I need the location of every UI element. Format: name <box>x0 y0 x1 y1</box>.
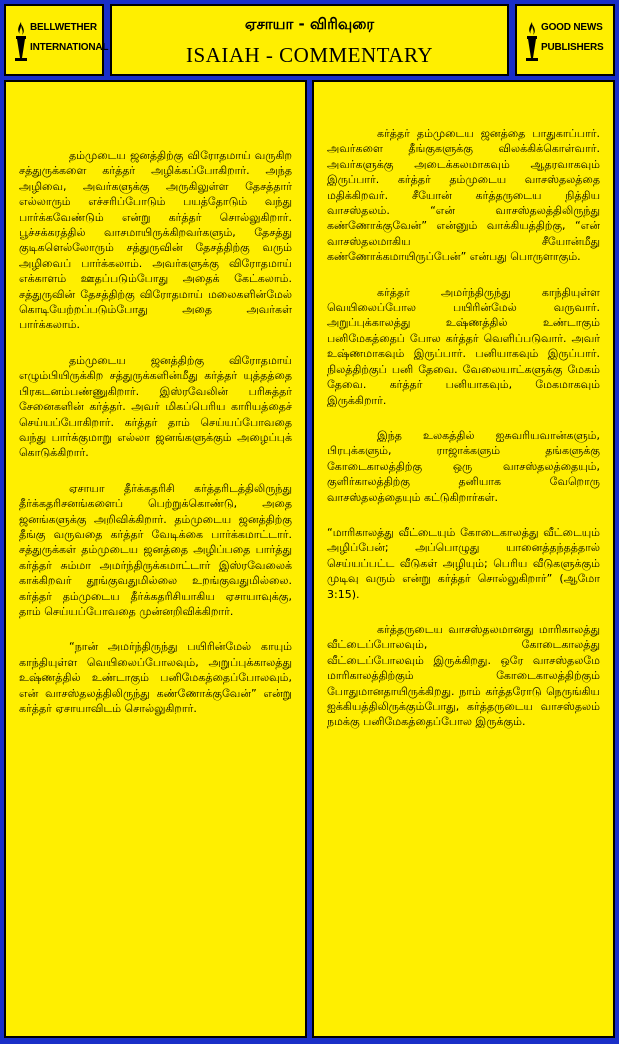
page-title-english: ISAIAH - COMMENTARY <box>186 43 433 67</box>
left-paragraph-1: தம்முடைய ஜனத்திற்கு விரோதமாய் வருகிற சத்துருக்களை கர்த்தர் அழிக்கப்போகிறார். அந்த அழிவை, அவர்களுக்கு அருகிலுள்ள தேசத்தார் எல்லாரும் எச்சரிப்போடும் பயத்தோடும் வந்து பார்க்கவேண்டும் என்று கர்த்தர் சொல்லுகிறார். பூச்சக்கரத்தில் வாசமாயிருக்கிறவர்களும், தேசத்து குடிகளெல்லோரும் சத்துருவின் தேசத்திற்கு வரும் அழிவைப் பார்க்கலாம். அவர்களுக்கு விரோதமாய் எக்காளம் ஊதப்படும்போது அதைக் கேட்கலாம். சத்துருவின் தேசத்திற்கு விரோதமாய் மலைகளின்மேல் கொடியேற்றப்படும்போது அதை அவர்கள் பார்க்கலாம். <box>19 149 292 332</box>
left-paragraph-3: ஏசாயா தீர்க்கதரிசி கர்த்தரிடத்திலிருந்து தீர்க்கதரிசனங்களைப் பெற்றுக்கொண்டு, அதை ஜனங்களுக்கு அறிவிக்கிறார். தம்முடைய ஜனத்திற்கு தீங்கு வருவதை கர்த்தர் வேடிக்கை பார்க்கமாட்டார். சத்துருக்கள் தம்முடைய ஜனத்தை அழிப்பதை பார்த்து கர்த்தர் சும்மா அமர்ந்திருக்கமாட்டார் இஸ்ரவேலைக் காக்கிறவர் தூங்குவதுமில்லை உறங்குவதுமில்லை. கர்த்தர் தம்முடைய தீர்க்கதரிசியாகிய ஏசாயாவுக்கு, தாம் செய்யப்போவதை முன்னறிவிக்கிறார். <box>19 481 292 618</box>
right-paragraph-4: “மாரிகாலத்து வீட்டையும் கோடைகாலத்து வீட்டையும் அழிப்பேன்; அப்பொழுது யானைத்தந்தத்தால் செய்யப்பட்ட வீடுகள் அழியும்; பெரிய வீடுகளுக்கும் முடிவு வரும் என்று கர்த்தர் சொல்லுகிறார்” (ஆமோ 3:15). <box>327 525 600 601</box>
bellwether-logo-line1: BELLWETHER <box>30 22 97 33</box>
torch-icon <box>14 22 28 62</box>
good-news-logo-panel <box>515 4 615 76</box>
bellwether-logo-line2: INTERNATIONAL <box>30 42 109 53</box>
left-paragraph-2: தம்முடைய ஜனத்திற்கு விரோதமாய் எழும்பியிருக்கிற சத்துருக்களின்மீது கர்த்தர் யுத்தத்தை பிரகடனம்பண்ணுகிறார். இஸ்ரவேலின் பரிசுத்தர் சேனைகளின் கர்த்தர். அவர் மிகப்பெரிய காரியத்தைச் செய்யப்போகிறார். கர்த்தர் தாம் செய்யப்போவதை வந்து பார்க்குமாறு எல்லா ஜனங்களுக்கும் அழைப்புக் கொடுக்கிறார். <box>19 353 292 460</box>
bellwether-logo-panel <box>4 4 109 76</box>
right-paragraph-2: கர்த்தர் அமர்ந்திருந்து காந்தியுள்ள வெயிலைப்போல பயிரின்மேல் வருவார். அறுப்புக்காலத்து உஷ்ணத்தில் உண்டாகும் பனிமேகத்தைப் போல கர்த்தர் வெளிப்படுவார். அவர் உஷ்ணமாகவும் இருப்பார். பனியாகவும் இருப்பார். நிலத்திற்குப் பனி தேவை. வேலையாட்களுக்கு மேகம் தேவை. கர்த்தர் பனியாகவும், மேகமாகவும் இருக்கிறார். <box>327 285 600 407</box>
right-paragraph-3: இந்த உலகத்தில் ஐசுவரியவான்களும், பிரபுக்களும், ராஜாக்களும் தங்களுக்கு கோடைகாலத்திற்கு ஒரு வாசஸ்தலத்தையும், குளிர்காலத்திற்கு தனியாக வேறொரு வாசஸ்தலத்தையும் கட்டுகிறார்கள். <box>327 428 600 504</box>
left-paragraph-4: “நான் அமர்ந்திருந்து பயிரின்மேல் காயும் காந்தியுள்ள வெயிலைப்போலவும், அறுப்புக்காலத்து உஷ்ணத்தில் உண்டாகும் பனிமேகத்தைப்போலவும், என் வாசஸ்தலத்திலிருந்து கண்ணோக்குவேன்” என்று கர்த்தர் ஏசாயாவிடம் சொல்லுகிறார். <box>19 640 292 715</box>
good-news-logo-line1: GOOD NEWS <box>541 22 603 33</box>
bellwether-logo <box>12 18 109 66</box>
good-news-logo-line2: PUBLISHERS <box>541 42 604 53</box>
right-paragraph-1: கர்த்தர் தம்முடைய ஜனத்தை பாதுகாப்பார். அவர்களை தீங்குகளுக்கு விலக்கிக்கொள்வார். அவர்களுக்கு அடைக்கலமாகவும் ஆதரவாகவும் இருப்பார். கர்த்தர் தம்முடைய வாசஸ்தலத்தை மதிக்கிறவர். சீயோன் கர்த்தருடைய நித்திய வாசஸ்தலம். “என் வாசஸ்தலத்திலிருந்து கண்ணோக்குவேன்” என்னும் வாக்கியத்திற்கு, “என் வாசஸ்தலமாகிய சீயோன்மீது கண்ணோக்கமாயிருப்பேன்” என்பது பொருளாகும். <box>327 127 600 264</box>
right-paragraph-5: கர்த்தருடைய வாசஸ்தலமானது மாரிகாலத்து வீட்டைப்போலவும், கோடைகாலத்து வீட்டைப்போலவும் இருக்கிறது. ஒரே வாசஸ்தலமே மாரிகாலத்திற்கும் கோடைகாலத்திற்கும் போதுமானதாயிருக்கிறது. நாம் கர்த்தரோடு நெருங்கிய ஐக்கியத்திலிருக்கும்போது, கர்த்தருடைய வாசஸ்தலம் நமக்கு பனிமேகத்தைப்போல இருக்கும். <box>327 622 600 729</box>
torch-icon <box>525 22 539 62</box>
page-title-tamil: ஏசாயா - விரிவுரை <box>244 15 375 33</box>
good-news-logo <box>523 18 611 66</box>
left-column <box>4 80 307 1038</box>
title-panel <box>110 4 509 76</box>
right-column <box>312 80 615 1038</box>
